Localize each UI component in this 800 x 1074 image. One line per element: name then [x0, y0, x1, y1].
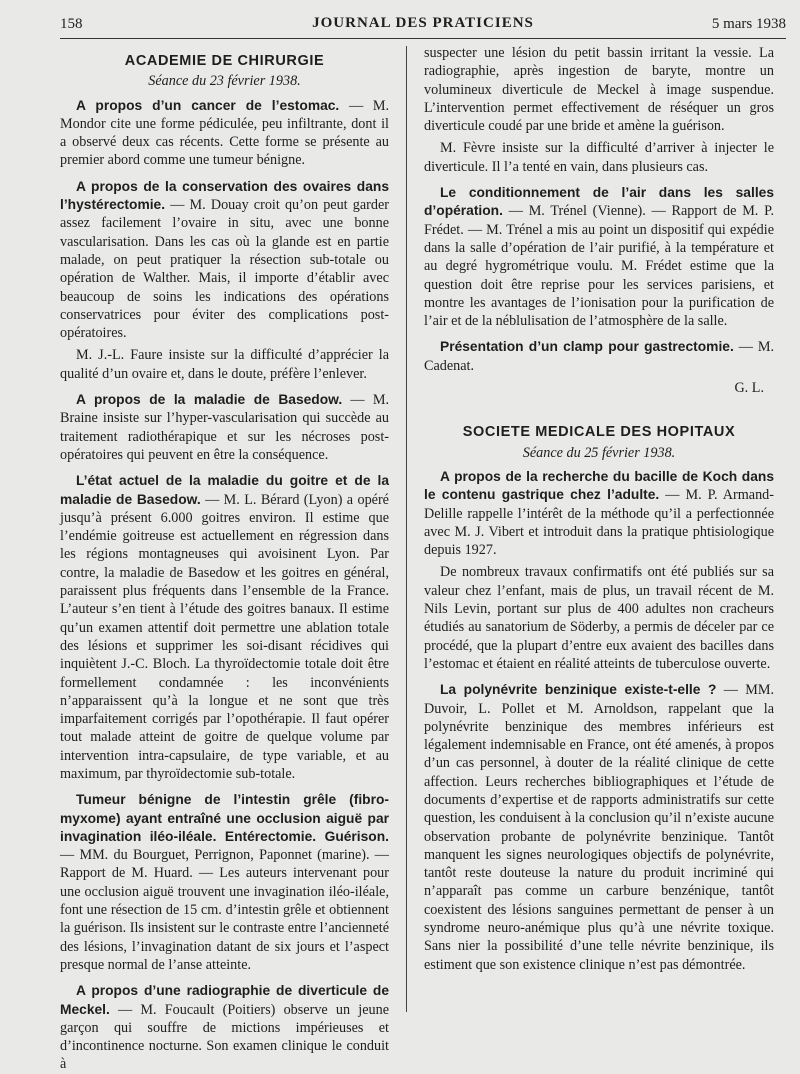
- article-heading: L’état actuel de la maladie du goitre et de la maladie de Basedow.: [60, 473, 389, 507]
- article-paragraph: [60, 346, 389, 383]
- article-paragraph: [424, 681, 774, 974]
- article-paragraph: [60, 97, 389, 170]
- right-column: [424, 44, 774, 1022]
- article-heading: A propos de la maladie de Basedow.: [76, 392, 343, 408]
- article-body: — M. Mondor cite une forme pédiculée, peu infiltrante, dont il a observé deux cas récents. Cette forme se présente au premier abord comme une tumeur bénigne.: [60, 97, 389, 169]
- article-paragraph: [60, 791, 389, 974]
- article-heading: Présentation d’un clamp pour gastrectomie.: [440, 339, 734, 355]
- article-paragraph: [60, 472, 389, 783]
- article-paragraph: [60, 391, 389, 464]
- article-heading: Le conditionnement de l’air dans les salles d’opération.: [424, 185, 774, 219]
- article-body: M. Fèvre insiste sur la difficulté d’arriver à injecter le diverticule. Il l’a tenté en vain, dans plusieurs cas.: [424, 140, 774, 175]
- article-body: — MM. Duvoir, L. Pollet et M. Arnoldson, rappelant que la polynévrite benzinique des membres inférieurs est légalement indemnisable en France, ont été amenés, à propos d’un cas personnel, à douter de la réalité clinique de cette affection. Leurs recherches bibliographiques et l’étude de documents d’expertise et de rapports administratifs sur cette question, les conduisent à la conclusion qu’il n’existe aucune observation probante de polynévrite benzinique. Tantôt manquent les signes neurologiques objectifs de polynévrite, tantôt reste douteuse la nature du produit incriminé qui n’apparaît pas comme un carbure benzénique, tantôt coexistent des lésions sanguines permettant de penser à un syndrome neuro-anémique plus qu’à une névrite toxique. Sans nier la possibilité d’une telle névrite benzinique, ils estiment que son existence clinique n’est pas démontrée.: [424, 682, 774, 973]
- column-divider: [406, 46, 407, 1012]
- article-paragraph: [424, 338, 774, 375]
- article-heading: A propos de la recherche du bacille de Koch dans le contenu gastrique chez l’adulte.: [424, 468, 774, 503]
- section-title: SOCIETE MEDICALE DES HOPITAUX: [462, 424, 736, 441]
- section-date: Séance du 25 février 1938.: [522, 444, 676, 461]
- article-body: — M. P. Armand-Delille rappelle l’intérêt de la méthode qu’il a perfectionnée avec M. J. Vibert et introduit dans la pratique phtisiologique depuis 1927.: [424, 487, 774, 559]
- article-body: — M. Cadenat.: [424, 339, 774, 374]
- article-body: M. J.-L. Faure insiste sur la difficulté d’apprécier la qualité d’un ovaire et, dans le doute, préfère l’enlever.: [60, 347, 389, 382]
- article-body: — M. Braine insiste sur l’hyper-vascularisation qui succède au traitement radiothérapique et sur les nécroses post-opératoires qui peuvent en être la conséquence.: [60, 392, 390, 463]
- article-heading: La polynévrite benzinique existe-t-elle ?: [440, 682, 717, 698]
- article-paragraph: [424, 563, 774, 673]
- section-date: Séance du 23 février 1938.: [148, 73, 301, 90]
- article-body: — M. Foucault (Poitiers) observe un jeune garçon qui souffre de mictions impérieuses et d’incontinence nocturne. Son examen clinique le conduit à: [60, 1001, 389, 1073]
- article-paragraph: [60, 178, 389, 343]
- article-body: — M. Douay croit qu’on peut garder assez facilement l’ovaire in situ, avec une bonne vascularisation. Dans les cas où la glande est en partie malade, on peut pratiquer la résection sub-totale ou opération de Walther. Mais, il importe d’établir avec beaucoup de soins les indications des opérations conservatrices pour éviter des complications post-opératoires.: [60, 197, 389, 342]
- article-paragraph: [424, 184, 774, 330]
- article-heading: A propos d’un cancer de l’estomac.: [76, 97, 340, 113]
- article-paragraph: [60, 982, 389, 1073]
- article-body: — M. L. Bérard (Lyon) a opéré jusqu’à présent 6.000 goitres environ. Il estime que l’endémie goitreuse est actuellement en régression dans les régions montagneuses qui avoisinent Lyon. Par contre, la maladie de Basedow et les goitres en général, paraissent plus fréquents dans l’ensemble de la France. L’auteur s’en tient à l’étude des goitres banaux. Il estime qu’un examen attentif doit permettre une ablation totale des lésions et supprimer les soi-disant récidives qui inquiètent J.-C. Bloch. La thyroïdectomie totale doit être formellement condamnée : les inconvénients n’apparaissent qu’à la longue et ne sont que très imparfaitement corrigés par l’opothérapie. Il faut opérer tout malade atteint de goitre de quelque volume par intervention intra-capsulaire, de type variable, et au maximum, par thyroïdectomie sub-totale.: [60, 491, 389, 782]
- page-number: 158: [60, 16, 83, 32]
- article-body: — MM. du Bourguet, Perrignon, Paponnet (marine). — Rapport de M. Huard. — Les auteurs intervenant pour une occlusion aiguë trouvent une invagination iléo-iléale, font une résection de 15 cm. d’intestin grêle et obtiennent la guérison. Ils insistent sur le contraste entre l’ancienneté des lésions, l’invagination datant de six jours et l’aspect presque normal de l’anse atteinte.: [60, 847, 389, 973]
- article-heading: A propos de la conservation des ovaires dans l’hystérectomie.: [60, 178, 389, 213]
- journal-title: JOURNAL DES PRATICIENS: [312, 15, 534, 31]
- article-heading: Tumeur bénigne de l’intestin grêle (fibro-myxome) ayant entraîné une occlusion aiguë par invagination iléo-iléale. Entérectomie. Guérison.: [60, 792, 389, 844]
- article-body: — M. Trénel (Vienne). — Rapport de M. P. Frédet. — M. Trénel a mis au point un dispositif qui expédie dans la salle d’opération de l’air purifié, à la température et au degré hygrométrique voulu. M. Frédet estime que la question doit être reprise pour les services parisiens, et montre les avantages de l’ionisation pour la purification de l’air et de la néblulisation de l’atmosphère de la salle.: [424, 203, 774, 330]
- section-title: ACADEMIE DE CHIRURGIE: [124, 53, 325, 69]
- article-body: De nombreux travaux confirmatifs ont été publiés sur sa valeur chez l’enfant, mais de plus, un travail récent de M. Nils Levin, portant sur plus de 400 adultes non cracheurs étudiés au sanatorium de Söderby, a permis de déceler par ce procédé, que la plupart d’entre eux avaient des bacilles dans l’estomac et étaient en réalité atteints de tuberculose ouverte.: [424, 564, 774, 672]
- left-column: [60, 52, 390, 1073]
- signature: G. L.: [734, 380, 764, 397]
- article-paragraph: [424, 468, 774, 559]
- article-paragraph: [424, 44, 774, 135]
- article-body: suspecter une lésion du petit bassin irritant la vessie. La radiographie, après ingestion de baryte, montre un volumineux diverticule de Meckel à image suspendue. L’intervention permet effectivement de réséquer un gros diverticule coudé par une bride et amène la guérison.: [424, 45, 774, 135]
- article-heading: A propos d’une radiographie de diverticule de Meckel.: [60, 983, 389, 1017]
- issue-date: 5 mars 1938: [711, 16, 786, 32]
- article-paragraph: [424, 139, 774, 176]
- running-header: [60, 12, 786, 39]
